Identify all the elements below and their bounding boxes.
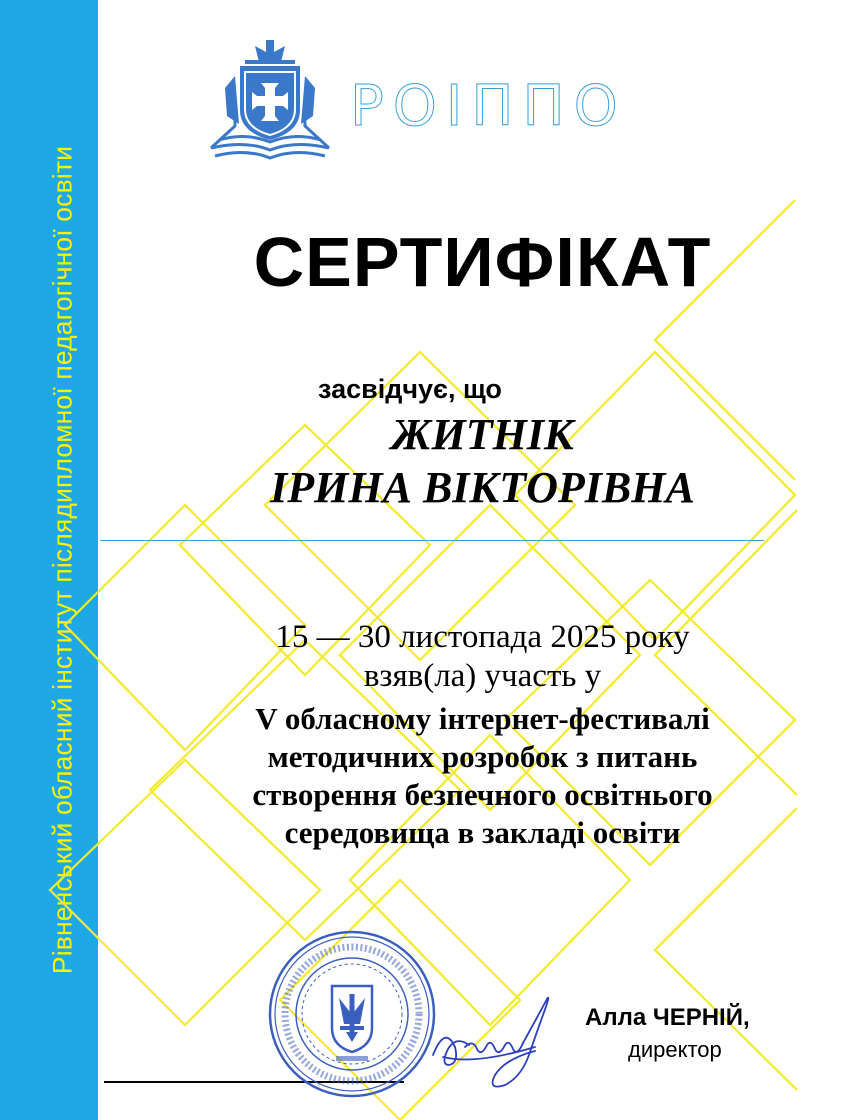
certifies-label: засвідчує, що — [318, 374, 502, 404]
event-title-line: середовища в закладі освіти — [284, 815, 681, 850]
signature-icon — [425, 985, 560, 1090]
event-title-line: методичних розробок з питань — [267, 739, 698, 774]
participation-info — [100, 618, 865, 696]
signer-position: директор — [628, 1037, 722, 1062]
event-title — [100, 700, 865, 852]
event-title-line: створення безпечного освітнього — [252, 777, 713, 812]
org-name-logo-text: РОІППО — [350, 74, 627, 139]
event-title-line: V обласному інтернет-фестивалі — [255, 701, 710, 736]
certificate-title: СЕРТИФІКАТ — [253, 223, 712, 301]
roippo-logo-icon — [205, 36, 335, 164]
signer-name: Алла ЧЕРНІЙ, — [585, 1004, 750, 1031]
recipient-given-names: ІРИНА ВІКТОРІВНА — [270, 463, 695, 512]
official-seal-icon — [266, 928, 438, 1100]
participation-text: взяв(ла) участь у — [363, 658, 602, 694]
event-dates: 15 — 30 листопада 2025 року — [275, 619, 690, 655]
recipient-name — [100, 408, 865, 514]
institute-name-vertical: Рівненський обласний інститут післядипломної педагогічної освіти — [47, 145, 78, 975]
divider-line — [100, 540, 764, 541]
recipient-surname: ЖИТНІК — [391, 410, 574, 459]
